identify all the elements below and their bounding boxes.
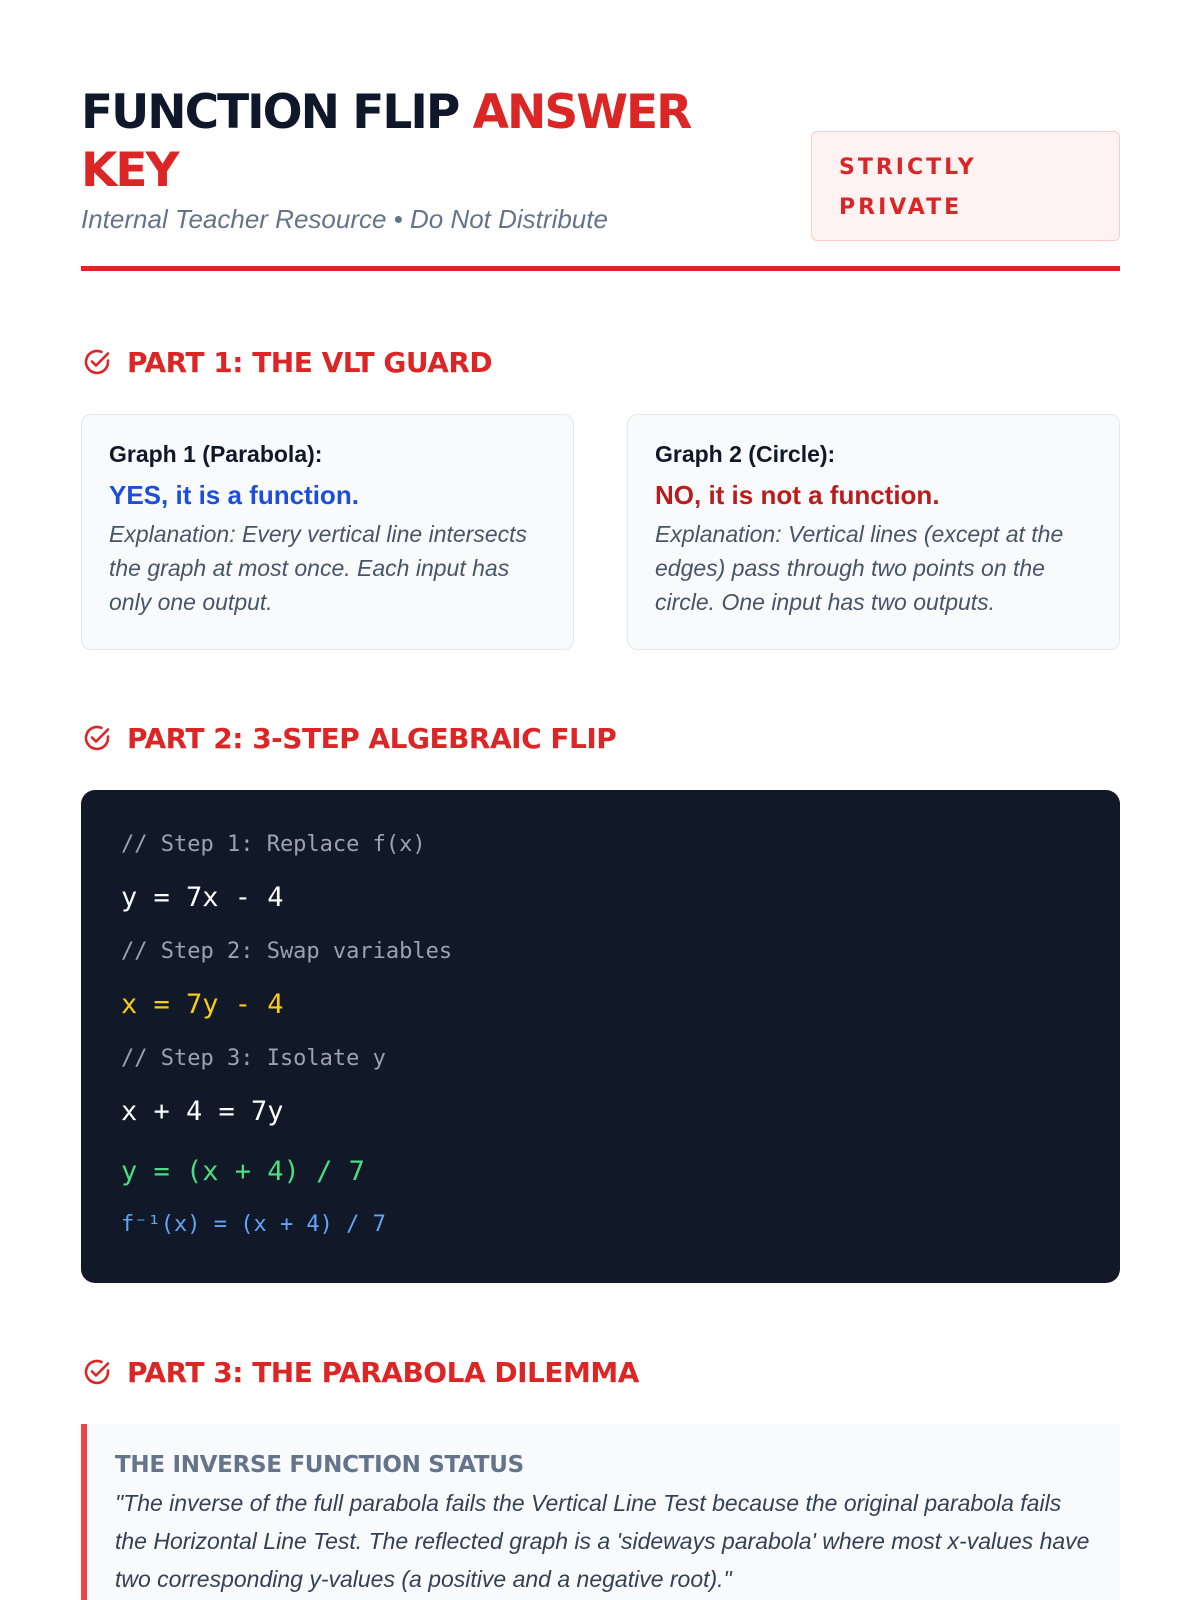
code-comment-step2: // Step 2: Swap variables: [121, 939, 453, 964]
code-comment-step3: // Step 3: Isolate y: [121, 1046, 386, 1071]
callout-title: THE INVERSE FUNCTION STATUS: [115, 1452, 524, 1478]
check-circle-icon: [81, 346, 113, 378]
graph1-explanation: Explanation: Every vertical line intersects the graph at most once. Each input has only one output.: [109, 521, 528, 615]
code-line-swapped: x = 7y - 4: [121, 989, 284, 1020]
graph1-title: Graph 1 (Parabola):: [109, 441, 323, 467]
inverse-status-callout: [81, 1424, 1120, 1600]
code-line-isolate: x + 4 = 7y: [121, 1096, 284, 1127]
part1-heading-label: PART 1: THE VLT GUARD: [127, 345, 493, 379]
check-circle-icon: [81, 722, 113, 754]
part2-heading-label: PART 2: 3-STEP ALGEBRAIC FLIP: [127, 721, 617, 755]
graph1-card: [81, 414, 574, 650]
code-comment-step1: // Step 1: Replace f(x): [121, 832, 426, 857]
private-badge: STRICTLY PRIVATE: [811, 131, 1120, 241]
callout-body: "The inverse of the full parabola fails the Vertical Line Test because the original parabola fails the Horizontal Line Test. The reflected graph is a 'sideways parabola' where most x-values have two corresponding y-values (a positive and a negative root).": [115, 1490, 1090, 1592]
header-divider: [81, 266, 1120, 271]
graph2-card: [627, 414, 1120, 650]
code-line-original: y = 7x - 4: [121, 882, 284, 913]
part2-heading: [81, 718, 616, 758]
code-line-inverse: f⁻¹(x) = (x + 4) / 7: [121, 1212, 386, 1237]
code-line-solution: y = (x + 4) / 7: [121, 1156, 365, 1187]
graph2-title: Graph 2 (Circle):: [655, 441, 836, 467]
part1-heading: [81, 342, 492, 382]
title-accent: ANSWER KEY: [81, 85, 691, 198]
title-main: FUNCTION FLIP: [81, 85, 473, 140]
part3-heading: [81, 1352, 639, 1392]
page-subtitle: Internal Teacher Resource • Do Not Distribute: [81, 204, 608, 234]
header: [81, 84, 1120, 274]
graph2-explanation: Explanation: Vertical lines (except at the edges) pass through two points on the circle. One input has two outputs.: [655, 521, 1064, 615]
check-circle-icon: [81, 1356, 113, 1388]
graph2-verdict: NO, it is not a function.: [655, 480, 940, 510]
part3-heading-label: PART 3: THE PARABOLA DILEMMA: [127, 1355, 639, 1389]
graph1-verdict: YES, it is a function.: [109, 480, 359, 510]
page-title: [81, 84, 761, 200]
code-block: [81, 790, 1120, 1283]
